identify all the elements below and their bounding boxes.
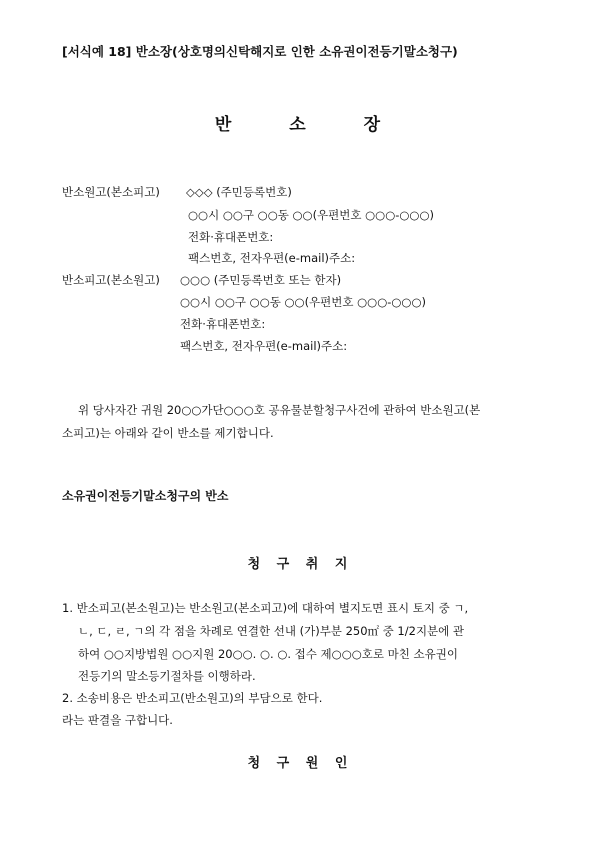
claim-heading xyxy=(0,558,595,571)
claim-closing: 라는 판결을 구합니다. xyxy=(62,713,173,727)
intro-line: 소피고)는 아래와 같이 반소를 제기합니다. xyxy=(62,426,274,440)
plaintiff-name: ◇◇◇ (주민등록번호) xyxy=(186,185,292,199)
subject-heading: 소유권이전등기말소청구의 반소 xyxy=(62,489,229,503)
defendant-fax-email: 팩스번호, 전자우편(e-mail)주소: xyxy=(180,339,348,353)
plaintiff-fax-email: 팩스번호, 전자우편(e-mail)주소: xyxy=(188,251,356,265)
plaintiff-phone: 전화·휴대폰번호: xyxy=(188,230,274,244)
cause-heading-char: 원 xyxy=(305,756,319,771)
claim-heading-char: 청 xyxy=(247,557,261,572)
plaintiff-address: ○○시 ○○구 ○○동 ○○(우편번호 ○○○-○○○) xyxy=(188,208,434,222)
document-title xyxy=(0,117,595,134)
claim-heading-char: 지 xyxy=(334,557,348,572)
defendant-name: ○○○ (주민등록번호 또는 한자) xyxy=(180,273,342,287)
plaintiff-role: 반소원고(본소피고) xyxy=(62,185,160,199)
cause-heading-char: 청 xyxy=(247,756,261,771)
cause-heading-char: 구 xyxy=(276,756,290,771)
defendant-role: 반소피고(본소원고) xyxy=(62,273,160,287)
cause-heading xyxy=(0,757,595,770)
form-title: [서식예 18] 반소장(상호명의신탁해지로 인한 소유권이전등기말소청구) xyxy=(62,44,458,59)
claim-heading-char: 구 xyxy=(276,557,290,572)
claim-line: 2. 소송비용은 반소피고(반소원고)의 부담으로 한다. xyxy=(62,691,323,705)
claim-line: 전등기의 말소등기절차를 이행하라. xyxy=(78,669,256,683)
defendant-phone: 전화·휴대폰번호: xyxy=(180,317,266,331)
intro-line: 위 당사자간 귀원 20○○가단○○○호 공유물분할청구사건에 관하여 반소원고(본 xyxy=(78,403,481,417)
claim-line: 하여 ○○지방법원 ○○지원 20○○. ○. ○. 접수 제○○○호로 마친 소유권이 xyxy=(78,647,458,661)
document-title-char: 소 xyxy=(289,115,306,135)
document-title-char: 반 xyxy=(214,115,232,135)
document-title-char: 장 xyxy=(363,115,381,135)
claim-line: 1. 반소피고(본소원고)는 반소원고(본소피고)에 대하여 별지도면 표시 토지 중 ㄱ, xyxy=(62,601,469,615)
defendant-address: ○○시 ○○구 ○○동 ○○(우편번호 ○○○-○○○) xyxy=(180,295,426,309)
claim-heading-char: 취 xyxy=(305,557,319,572)
cause-heading-char: 인 xyxy=(334,756,348,771)
claim-line: ㄴ, ㄷ, ㄹ, ㄱ의 각 점을 차례로 연결한 선내 (가)부분 250㎡ 중 1/2지분에 관 xyxy=(78,624,465,638)
